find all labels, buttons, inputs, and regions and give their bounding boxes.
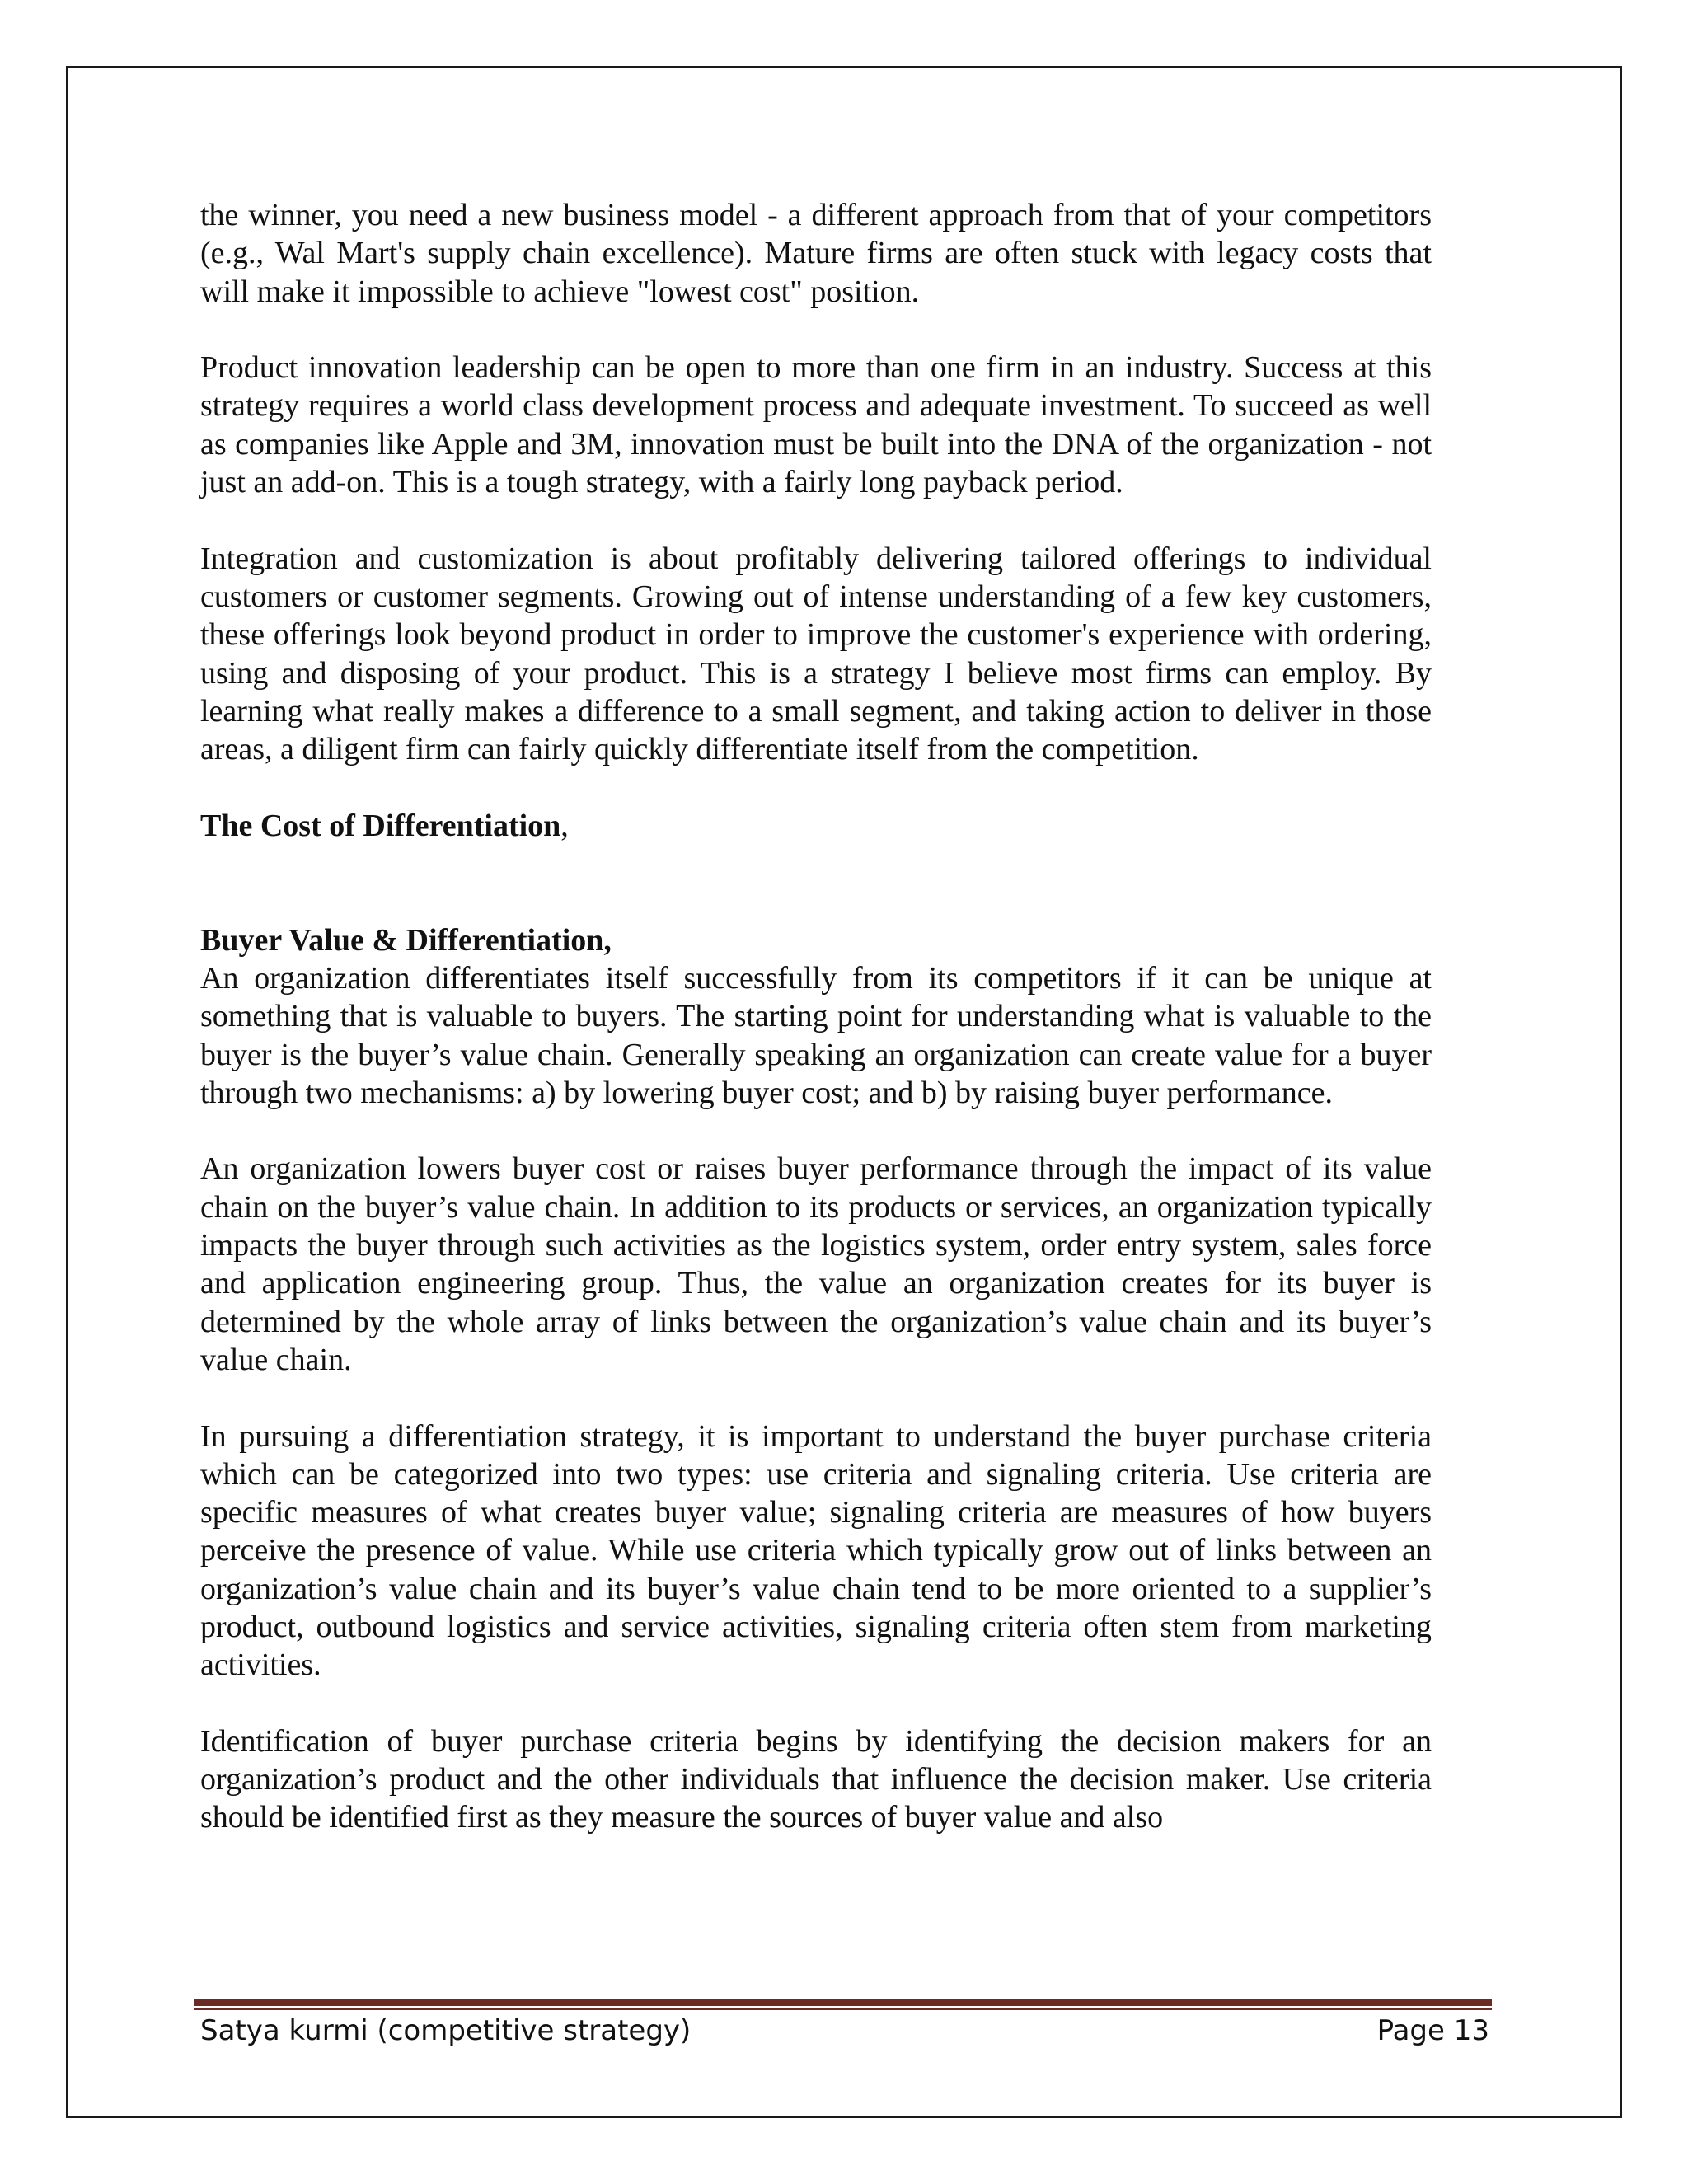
paragraph-buyer-value-chain: An organization differentiates itself successfully from its competitors if it can be unique at something that is valuable to buyers. The starting point for understanding what is valuable to the buyer is the buyer’s value chain. Generally speaking an organization can create value for a buyer through two mechanisms: a) by lowering buyer cost; and b) by raising buyer performance. bbox=[200, 960, 1432, 1110]
paragraph-purchase-criteria: In pursuing a differentiation strategy, it is important to understand the buyer purchase criteria which can be categorized into two types: use criteria and signaling criteria. Use criteria are specific measures of what creates buyer value; signaling criteria are measures of how buyers perceive the presence of value. While use criteria which typically grow out of links between an organization’s value chain and its buyer’s value chain tend to be more oriented to a supplier’s product, outbound logistics and service activities, signaling criteria often stem from marketing activities. bbox=[200, 1418, 1432, 1683]
footer-rule-thick bbox=[194, 1999, 1492, 2006]
paragraph-lowers-buyer-cost: An organization lowers buyer cost or raises buyer performance through the impact of its value chain on the buyer’s value chain. In addition to its products or services, an organization typically impacts the buyer through such activities as the logistics system, order entry system, sales force and application engineering group. Thus, the value an organization creates for its buyer is determined by the whole array of links between the organization’s value chain and its buyer’s value chain. bbox=[200, 1151, 1432, 1377]
footer-page-number: Page 13 bbox=[1376, 2014, 1489, 2047]
paragraph-product-innovation: Product innovation leadership can be open to more than one firm in an industry. Success at this strategy requires a world class development process and adequate investment. To succeed as well as companies like Apple and 3M, innovation must be built into the DNA of the organization - not just an add-on. This is a tough strategy, with a fairly long payback period. bbox=[200, 350, 1432, 500]
heading-cost-suffix: , bbox=[560, 808, 569, 843]
heading-cost-text: The Cost of Differentiation bbox=[200, 808, 561, 843]
paragraph-identification-criteria: Identification of buyer purchase criteria begins by identifying the decision makers for an organization’s product and the other individuals that influence the decision maker. Use criteria should be identified first as they measure the sources of buyer value and also bbox=[200, 1723, 1432, 1835]
heading-cost-of-differentiation bbox=[200, 807, 1432, 845]
paragraph-lowest-cost: the winner, you need a new business model - a different approach from that of your competitors (e.g., Wal Mart's supply chain excellence). Mature firms are often stuck with legacy costs that will make it impossible to achieve "lowest cost" position. bbox=[200, 198, 1432, 309]
footer-rule-thin bbox=[194, 2008, 1492, 2010]
paragraph-integration-customization: Integration and customization is about profitably delivering tailored offerings to individual customers or customer segments. Growing out of intense understanding of a few key customers, these offerings look beyond product in order to improve the customer's experience with ordering, using and disposing of your product. This is a strategy I believe most firms can employ. By learning what really makes a difference to a small segment, and taking action to deliver in those areas, a diligent firm can fairly quickly differentiate itself from the competition. bbox=[200, 541, 1432, 767]
document-body bbox=[200, 196, 1432, 1837]
footer-author: Satya kurmi (competitive strategy) bbox=[200, 2014, 692, 2047]
heading-buyer-value: Buyer Value & Differentiation, bbox=[200, 922, 612, 958]
footer-rule bbox=[194, 1999, 1492, 2010]
page-footer bbox=[200, 2014, 1489, 2047]
